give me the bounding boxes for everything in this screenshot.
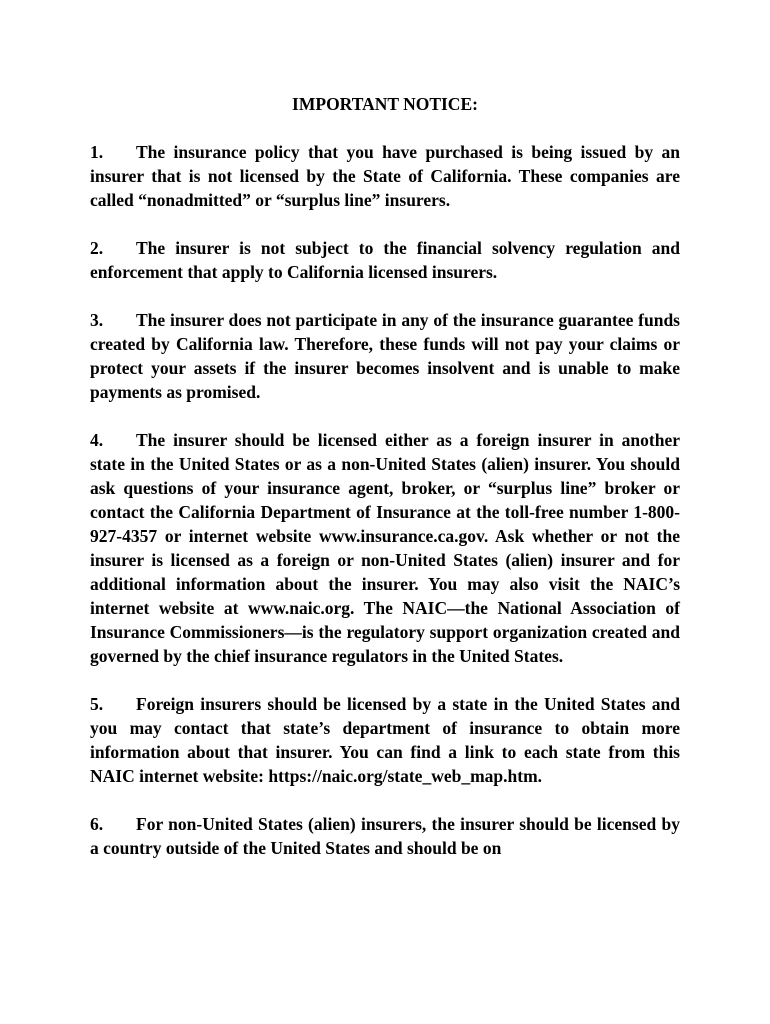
paragraph-number: 6. xyxy=(90,814,104,834)
paragraph-3 xyxy=(90,308,680,404)
paragraph-1 xyxy=(90,140,680,212)
paragraph-5 xyxy=(90,692,680,788)
document-page xyxy=(90,92,680,884)
paragraph-text: Foreign insurers should be licensed by a state in the United States and you may contact that state’s department of insurance to obtain more information about that insurer. You can find a link to each state from this NAIC internet website: https://naic.org/state_web_map.htm. xyxy=(90,694,680,786)
document-title: IMPORTANT NOTICE: xyxy=(292,94,478,114)
paragraph-number: 3. xyxy=(90,310,104,330)
paragraph-number: 5. xyxy=(90,694,104,714)
paragraph-text: The insurer does not participate in any of the insurance guarantee funds created by California law. Therefore, these funds will not pay your claims or protect your assets if the insurer becomes insolvent and is unable to make payments as promised. xyxy=(90,310,680,402)
paragraph-6 xyxy=(90,812,680,860)
paragraph-4 xyxy=(90,428,680,668)
paragraph-text: The insurer should be licensed either as a foreign insurer in another state in the United States or as a non-United States (alien) insurer. You should ask questions of your insurance agent, broker, or “surplus line” broker or contact the California Department of Insurance at the toll-free number 1-800-927-4357 or internet website www.insurance.ca.gov. Ask whether or not the insurer is licensed as a foreign or non-United States (alien) insurer and for additional information about the insurer. You may also visit the NAIC’s internet website at www.naic.org. The NAIC—the National Association of Insurance Commissioners—is the regulatory support organization created and governed by the chief insurance regulators in the United States. xyxy=(90,430,680,666)
paragraph-number: 4. xyxy=(90,430,104,450)
paragraph-text: For non-United States (alien) insurers, the insurer should be licensed by a country outside of the United States and should be on xyxy=(90,814,680,858)
paragraph-text: The insurance policy that you have purchased is being issued by an insurer that is not licensed by the State of California. These companies are called “nonadmitted” or “surplus line” insurers. xyxy=(90,142,680,210)
paragraph-number: 1. xyxy=(90,142,104,162)
paragraph-2 xyxy=(90,236,680,284)
paragraph-text: The insurer is not subject to the financial solvency regulation and enforcement that apply to California licensed insurers. xyxy=(90,238,680,282)
paragraph-number: 2. xyxy=(90,238,104,258)
